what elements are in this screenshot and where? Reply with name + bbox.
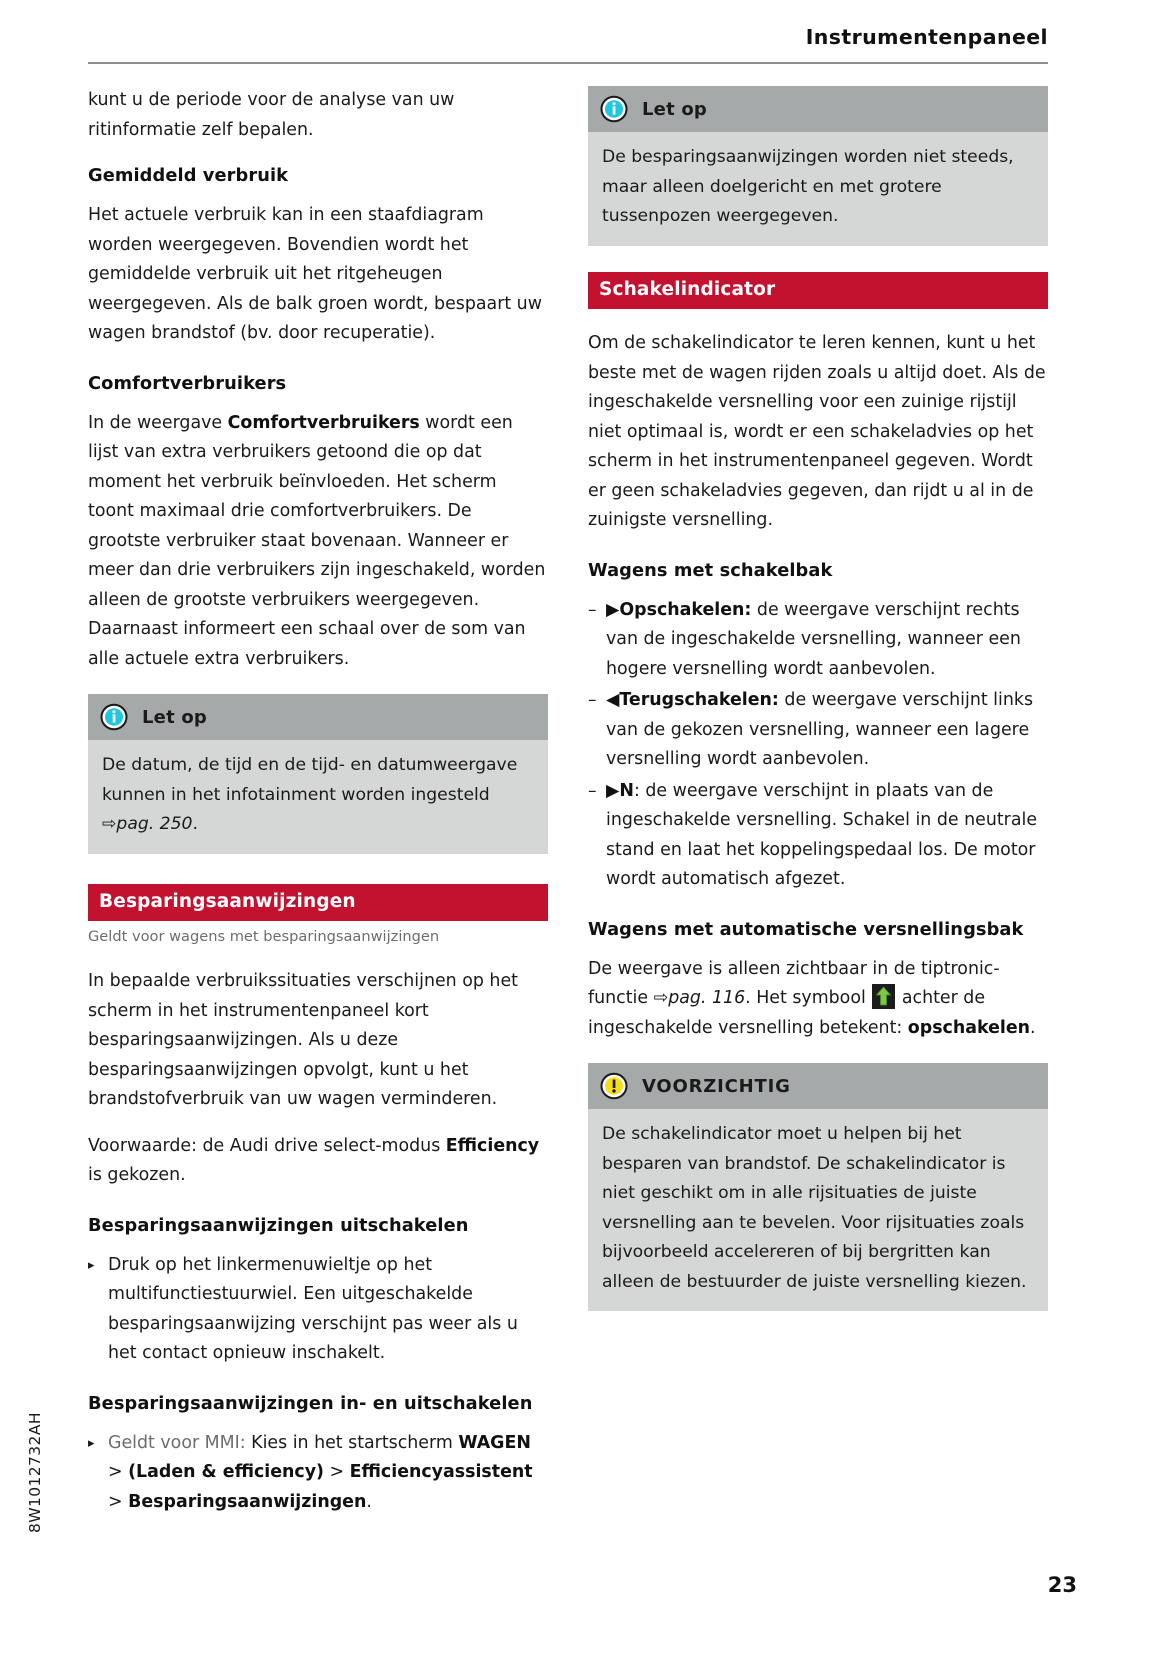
list-item <box>588 686 1048 775</box>
note-box-left-body <box>88 740 548 854</box>
page-header <box>88 26 1048 49</box>
paragraph-voorwaarde <box>88 1132 548 1191</box>
page-title: Instrumentenpaneel <box>805 25 1048 49</box>
text-comfort-bold: Comfortverbruikers <box>227 412 420 433</box>
list-item <box>88 1251 548 1369</box>
paragraph-automatisch <box>588 955 1048 1044</box>
note-box-right-header <box>588 86 1048 132</box>
note-box-left-text <box>102 751 534 840</box>
section-header-schakelindicator: Schakelindicator <box>588 272 1048 310</box>
section-header-besparingsaanwijzingen: Besparingsaanwijzingen <box>88 884 548 922</box>
text-voorwaarde-part1: Voorwaarde: de Audi drive select-modus <box>88 1135 446 1156</box>
list-item-label: N <box>619 780 634 801</box>
heading-wagens-met-schakelbak: Wagens met schakelbak <box>588 559 833 581</box>
list-in-en-uitschakelen <box>88 1429 548 1518</box>
heading-comfortverbruikers: Comfortverbruikers <box>88 372 287 394</box>
list-item <box>588 596 1048 685</box>
text-comfort-part2: wordt een lijst van extra verbruikers getoond die op dat moment het verbruik beïnvloeden. Het scherm toont maximaal drie comfortverbruikers. De grootste verbruiker staat bovenaan. Wanneer er meer dan drie verbruikers zijn ingeschakeld, worden alleen de grootste verbruikers weergegeven. Daarnaast informeert een schaal over de som van alle actuele extra verbruikers. <box>88 412 546 669</box>
paragraph-comfortverbruikers <box>88 409 548 675</box>
note-left-ref-arrow: ⇨ <box>102 814 117 834</box>
text-auto-part3: achter de ingeschakelde versnelling betekent: <box>588 988 986 1038</box>
mmi-path-3: Efficiencyassistent <box>349 1462 533 1482</box>
note-left-ref-text: pag. 250 <box>116 814 193 834</box>
shift-up-arrow-icon: ▶ <box>606 599 620 620</box>
right-column <box>588 86 1048 1333</box>
mmi-sep-1: > <box>108 1462 129 1482</box>
caution-box-body <box>588 1109 1048 1311</box>
note-box-right-title: Let op <box>642 98 707 120</box>
triangle-bullet-icon: ▸ <box>88 1435 95 1451</box>
note-left-text-part2: . <box>192 814 198 834</box>
list-item-label: Opschakelen: <box>619 599 752 620</box>
text-auto-part4: . <box>1030 1017 1036 1038</box>
shift-neutral-arrow-icon: ▶ <box>606 780 620 801</box>
auto-ref-text: pag. 116 <box>668 988 746 1008</box>
header-divider <box>88 62 1048 64</box>
caution-icon <box>600 1072 628 1100</box>
paragraph-schakelindicator-intro: Om de schakelindicator te leren kennen, kunt u het beste met de wagen rijden zoals u altijd doet. Als de ingeschakelde versnelling voor een zuinige rijstijl niet optimaal is, wordt er een schakeladvies op het scherm in het instrumentenpaneel gegeven. Wordt er geen schakeladvies gegeven, dan rijdt u al in de zuinigste versnelling. <box>588 333 1046 530</box>
list-item-text: Druk op het linkermenuwieltje op het multifunctiestuurwiel. Een uitgeschakelde besparingsaanwijzing verschijnt pas weer als u het contact opnieuw inschakelt. <box>108 1254 518 1363</box>
document-part-number: 8W1012732AH <box>26 1412 44 1533</box>
mmi-sep-2: > <box>324 1462 350 1482</box>
list-schakelbak <box>588 596 1048 895</box>
dash-bullet-icon: – <box>588 690 597 710</box>
paragraph-besparingsaanwijzingen: In bepaalde verbruikssituaties verschijnen op het scherm in het instrumentenpaneel kort besparingsaanwijzingen. Als u deze besparingsaanwijzingen opvolgt, kunt u het brandstofverbruik van uw wagen verminderen. <box>88 971 518 1109</box>
text-auto-part2: . Het symbool <box>745 988 872 1008</box>
note-box-right-body <box>588 132 1048 246</box>
paragraph-continued: kunt u de periode voor de analyse van uw ritinformatie zelf bepalen. <box>88 90 455 140</box>
page-number: 23 <box>1047 1573 1077 1597</box>
list-item-text: de weergave verschijnt links van de gekozen versnelling, wanneer een lagere versnelling wordt aanbevolen. <box>606 690 1033 769</box>
text-voorwaarde-part2: is gekozen. <box>88 1165 186 1185</box>
text-voorwaarde-bold: Efficiency <box>445 1135 540 1156</box>
note-left-text-part1: De datum, de tijd en de tijd- en datumweergave kunnen in het infotainment worden ingesteld <box>102 755 518 805</box>
mmi-path-1: WAGEN <box>458 1432 531 1453</box>
heading-besparingsaanwijzingen-in-en-uitschakelen: Besparingsaanwijzingen in- en uitschakelen <box>88 1392 533 1414</box>
left-column <box>88 86 548 1534</box>
note-box-right-text: De besparingsaanwijzingen worden niet steeds, maar alleen doelgericht en met grotere tussenpozen weergegeven. <box>602 147 1014 226</box>
paragraph-gemiddeld-verbruik: Het actuele verbruik kan in een staafdiagram worden weergegeven. Bovendien wordt het gemiddelde verbruik uit het ritgeheugen weergegeven. Als de balk groen wordt, bespaart uw wagen brandstof (bv. door recuperatie). <box>88 205 542 343</box>
heading-gemiddeld-verbruik: Gemiddeld verbruik <box>88 165 289 186</box>
green-up-arrow-icon <box>872 984 895 1009</box>
note-box-left-title: Let op <box>142 706 207 728</box>
caution-box-title: VOORZICHTIG <box>642 1075 791 1097</box>
text-auto-bold: opschakelen <box>907 1017 1030 1038</box>
list-item-label: Terugschakelen: <box>619 690 779 710</box>
mmi-scope-label: Geldt voor MMI: <box>108 1432 246 1453</box>
caution-box <box>588 1063 1048 1311</box>
info-icon <box>600 95 628 123</box>
mmi-text: Kies in het startscherm <box>245 1432 459 1453</box>
text-auto-part1: De weergave is alleen zichtbaar in de tiptronic-functie <box>588 958 1000 1008</box>
section-subtitle-besparingsaanwijzingen: Geldt voor wagens met besparingsaanwijzingen <box>88 928 440 945</box>
dash-bullet-icon: – <box>588 780 597 801</box>
list-uitschakelen <box>88 1251 548 1369</box>
note-box-left <box>88 694 548 854</box>
auto-ref-arrow: ⇨ <box>653 988 669 1008</box>
note-box-right <box>588 86 1048 246</box>
caution-box-text: De schakelindicator moet u helpen bij het besparen van brandstof. De schakelindicator is niet geschikt om in alle rijsituaties de juiste versnelling aan te bevelen. Voor rijsituaties zoals bijvoorbeeld accelereren of bij bergritten kan alleen de bestuurder de juiste versnelling kiezen. <box>602 1124 1027 1292</box>
shift-down-arrow-icon: ◀ <box>606 690 620 710</box>
mmi-end: . <box>366 1491 372 1512</box>
list-item-text: de weergave verschijnt rechts van de ingeschakelde versnelling, wanneer een hogere versnelling wordt aanbevolen. <box>606 599 1021 679</box>
heading-besparingsaanwijzingen-uitschakelen: Besparingsaanwijzingen uitschakelen <box>88 1214 469 1236</box>
list-item-text: : de weergave verschijnt in plaats van de ingeschakelde versnelling. Schakel in de neutrale stand en laat het koppelingspedaal los. De motor wordt automatisch afgezet. <box>606 780 1038 889</box>
dash-bullet-icon: – <box>588 599 597 620</box>
mmi-sep-3: > <box>108 1491 129 1512</box>
heading-wagens-met-automatische-versnellingsbak: Wagens met automatische versnellingsbak <box>588 918 1024 940</box>
info-icon <box>100 703 128 731</box>
note-box-left-header <box>88 694 548 740</box>
text-comfort-part1: In de weergave <box>88 412 228 433</box>
caution-box-header <box>588 1063 1048 1109</box>
mmi-path-2: (Laden & efficiency) <box>128 1462 325 1482</box>
list-item <box>588 777 1048 895</box>
triangle-bullet-icon: ▸ <box>88 1257 95 1273</box>
mmi-path-4: Besparingsaanwijzingen <box>128 1491 367 1512</box>
list-item <box>88 1429 548 1518</box>
